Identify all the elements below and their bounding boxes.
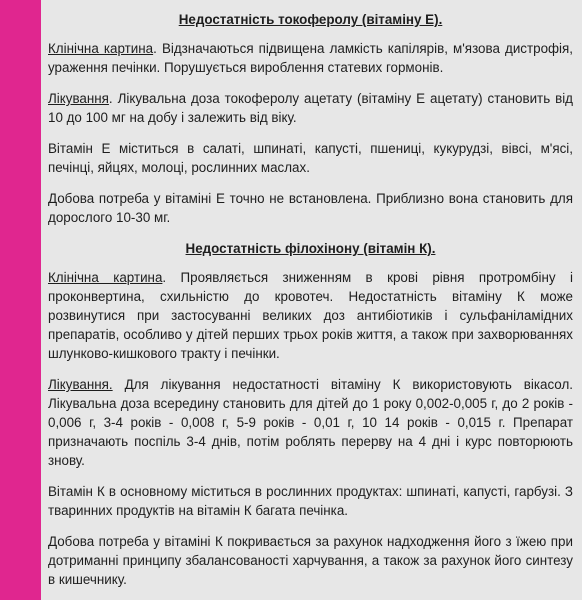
treatment-text: Для лікування недостатності вітаміну К використовують вікасол. Лікувальна доза всередину становить для дітей до 1 року 0,002-0,005 г, до 2 років - 0,006 г, 3-4 років - 0,008 г, 5-9 років - 0,01 г, 10 14 років - 0,015 г. Препарат призначають поспіль 3-4 днів, потім роблять перерву на 4 дні і курс повторюють знову. — [48, 377, 573, 468]
clinical-picture-text: . Проявляється зниженням в крові рівня протромбіну і проконвертина, схильністю до кровотеч. Недостатність вітаміну К може розвинутися при застосуванні великих доз антибіотиків і сульфаніламідних препаратів, особливо у дітей перших трьох років життя, а також при захворюваннях шлунково-кишкового тракту і печінки. — [48, 270, 573, 361]
document-body — [48, 10, 573, 601]
paragraph-vitamin-e-clinical — [48, 39, 573, 77]
accent-bar — [0, 0, 41, 600]
clinical-picture-label: Клінічна картина — [48, 270, 163, 285]
treatment-label: Лікування — [48, 91, 109, 106]
clinical-picture-label: Клінічна картина — [48, 41, 154, 56]
clinical-picture-text: . Відзначаються підвищена ламкість капілярів, м'язова дистрофія, ураження печінки. Порушується вироблення статевих гормонів. — [48, 41, 573, 75]
paragraph-vitamin-k-treatment — [48, 375, 573, 470]
paragraph-vitamin-e-daily-need: Добова потреба у вітаміні Е точно не встановлена. Приблизно вона становить для дорослого 10-30 мг. — [48, 191, 573, 225]
treatment-label: Лікування. — [48, 377, 113, 392]
section-title-vitamin-e: Недостатність токоферолу (вітаміну Е). — [178, 12, 443, 27]
treatment-text: . Лікувальна доза токоферолу ацетату (вітаміну Е ацетату) становить від 10 до 100 мг на добу і залежить від віку. — [48, 91, 573, 125]
paragraph-vitamin-e-treatment — [48, 89, 573, 127]
paragraph-vitamin-e-sources: Вітамін Е міститься в салаті, шпинаті, капусті, пшениці, кукурудзі, вівсі, м'ясі, печінці, яйцях, молоці, рослинних маслах. — [48, 141, 573, 175]
paragraph-vitamin-k-sources: Вітамін К в основному міститься в рослинних продуктах: шпинаті, капусті, гарбузі. З тваринних продуктів на вітамін К багата печінка. — [48, 484, 573, 518]
section-title-vitamin-k: Недостатність філохінону (вітамін К). — [185, 241, 436, 256]
paragraph-vitamin-k-clinical — [48, 268, 573, 363]
paragraph-vitamin-k-daily-need: Добова потреба у вітаміні К покривається за рахунок надходження його з їжею при дотриманні принципу збалансованості харчування, а також за рахунок його синтезу в кишечнику. — [48, 534, 573, 587]
